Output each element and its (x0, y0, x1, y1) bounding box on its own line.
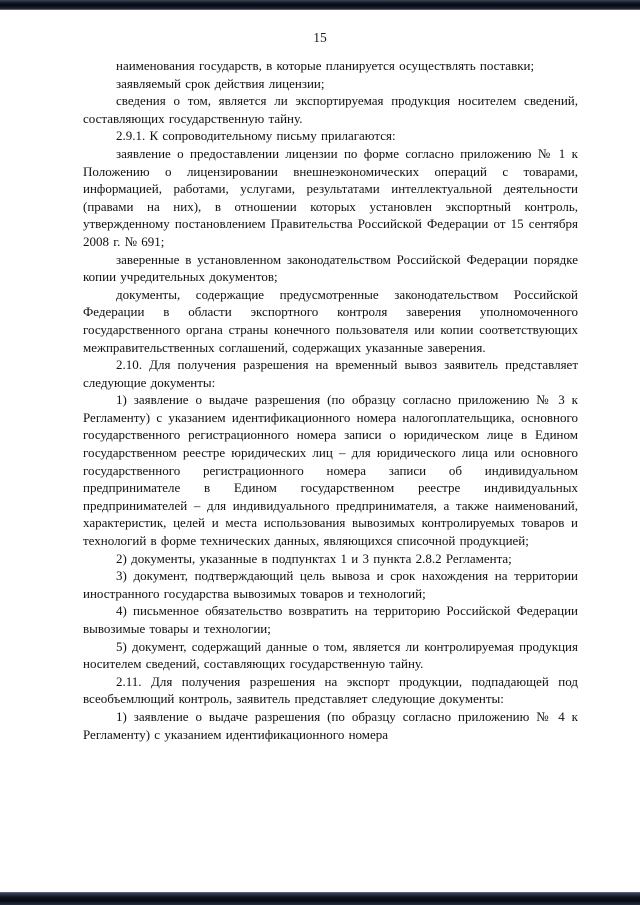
scan-edge-bottom (0, 892, 640, 905)
scan-edge-top (0, 0, 640, 10)
paragraph: заверенные в установленном законодательством Российской Федерации порядке копии учредительных документов; (83, 251, 578, 285)
paragraph: 1) заявление о выдаче разрешения (по образцу согласно приложению № 4 к Регламенту) с указанием идентификационного номера (83, 708, 578, 742)
paragraph: заявляемый срок действия лицензии; (116, 75, 325, 91)
paragraph: сведения о том, является ли экспортируемая продукция носителем сведений, составляющих государственную тайну. (83, 93, 578, 126)
paragraph: 3) документ, подтверждающий цель вывоза и срок нахождения на территории иностранного государства вывозимых товаров и технологий; (83, 568, 578, 601)
paragraph: 5) документ, содержащий данные о том, является ли контролируемая продукция носителем сведений, составляющих государственную тайну. (83, 638, 578, 672)
page-number: 15 (313, 30, 327, 45)
paragraph: наименования государств, в которые планируется осуществлять поставки; (116, 58, 535, 73)
paragraph: 2.9.1. К сопроводительному письму прилагаются: (116, 128, 396, 144)
paragraph: заявление о предоставлении лицензии по форме согласно приложению № 1 к Положению о лицензировании внешнеэкономических операций с товарами, информацией, работами, услугами, результатами интеллектуальной деятельности (правами на них), в отношении которых установлен экспортный контроль, утвержденному постановлением Правительства Российской Федерации от 15 сентября 2008 г. № 691; (83, 145, 578, 249)
paragraph: 4) письменное обязательство возвратить на территорию Российской Федерации вывозимые товары и технологии; (83, 603, 578, 636)
paragraph: 2.11. Для получения разрешения на экспорт продукции, подпадающей под всеобъемлющий контроль, заявитель представляет следующие документы: (83, 673, 578, 707)
paragraph: 1) заявление о выдаче разрешения (по образцу согласно приложению № 3 к Регламенту) с указанием идентификационного номера налогоплательщика, основного государственного регистрационного номера записи о юридическом лице в Едином государственном реестре юридических лиц – для юридического лица или основного государственного регистрационного номера записи об индивидуальном предпринимателе в Едином государственном реестре индивидуальных предпринимателей – для индивидуального предпринимателя, а также наименований, характеристик, целей и места использования вывозимых контролируемых товаров и технологий в форме технических данных, являющихся списочной продукцией; (83, 392, 578, 549)
paragraph: 2.10. Для получения разрешения на временный вывоз заявитель представляет следующие документы: (83, 357, 578, 390)
document-text-block (83, 57, 578, 743)
paragraph: 2) документы, указанные в подпунктах 1 и 3 пункта 2.8.2 Регламента; (116, 550, 512, 566)
paragraph: документы, содержащие предусмотренные законодательством Российской Федерации в области экспортного контроля заверения уполномоченного государственного органа страны конечного пользователя или копии соответствующих межправительственных соглашений, содержащих указанные заверения. (83, 286, 578, 355)
